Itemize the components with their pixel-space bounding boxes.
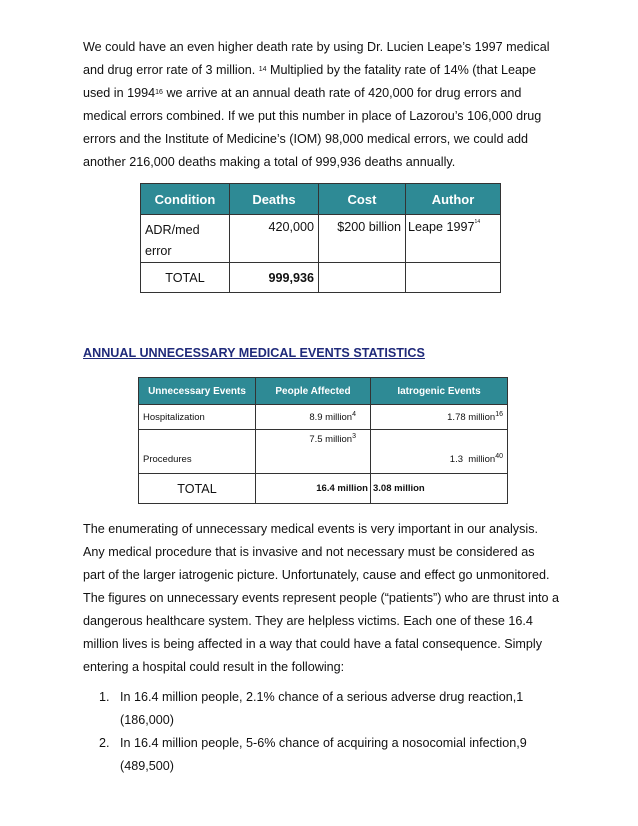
table-cell: 1.78 million$^{16}$ <box>371 405 508 430</box>
footnote-ref: 40 <box>495 453 503 460</box>
table-total-row <box>139 474 508 504</box>
text-line: In 16.4 million people, 2.1% chance of a serious adverse drug reaction,1 <box>120 690 524 704</box>
table-cell: 16.4 million <box>256 474 371 504</box>
column-header: Cost <box>319 184 406 215</box>
table-cell: Hospitalization <box>139 405 256 430</box>
list-number: 1. <box>99 690 110 704</box>
text-line: dangerous healthcare system. They are helpless victims. Each one of these 16.4 <box>83 614 533 628</box>
text-line: Any medical procedure that is invasive and not necessary must be considered as <box>83 545 535 559</box>
deaths-cost-table <box>140 183 501 293</box>
text-line: (186,000) <box>120 713 174 727</box>
unnecessary-events-table <box>138 377 508 504</box>
footnote-ref: 14 <box>258 66 267 73</box>
text-line: (489,500) <box>120 759 174 773</box>
text-line: another 216,000 deaths making a total of 999,936 deaths annually. <box>83 155 456 169</box>
column-header: Condition <box>141 184 230 215</box>
table-cell <box>319 263 406 293</box>
footnote-ref: 4 <box>352 410 356 418</box>
text-line: entering a hospital could result in the following: <box>83 660 345 674</box>
list-number: 2. <box>99 736 110 750</box>
list-item <box>83 686 563 732</box>
text-line: million lives is being affected in a way that could have a fatal consequence. Simply <box>83 637 543 651</box>
table-cell: TOTAL <box>141 263 230 293</box>
table-cell: 7.5 million$^3$ <box>256 430 371 474</box>
table-cell: 999,936 <box>230 263 319 293</box>
footnote-ref: 16 <box>155 89 163 96</box>
footnote-ref: 16 <box>495 410 503 418</box>
column-header: Unnecessary Events <box>139 378 256 405</box>
text-line: used in 1994$^{16}$ we arrive at an annual death rate of 420,000 for drug errors and <box>83 86 522 100</box>
table-cell: 8.9 million$^4$ <box>256 405 371 430</box>
column-header: People Affected <box>256 378 371 405</box>
column-header: Deaths <box>230 184 319 215</box>
list-item <box>83 732 563 778</box>
table-cell: Procedures <box>139 430 256 474</box>
consequence-list <box>83 686 563 778</box>
text-line: errors and the Institute of Medicine’s (IOM) 98,000 medical errors, we could add <box>83 132 528 146</box>
text-line: medical errors combined. If we put this number in place of Lazorou’s 106,000 drug <box>83 109 542 123</box>
text-line: and drug error rate of 3 million. $^{14}$ Multiplied by the fatality rate of 14% (that Leape <box>83 63 537 77</box>
table-row <box>141 215 501 263</box>
table-row <box>139 405 508 430</box>
text-line: We could have an even higher death rate by using Dr. Lucien Leape’s 1997 medical <box>83 40 550 54</box>
table-cell: 3.08 million <box>371 474 508 504</box>
text-line: part of the larger iatrogenic picture. Unfortunately, cause and effect go unmonitored. <box>83 568 550 582</box>
column-header: Iatrogenic Events <box>371 378 508 405</box>
table-cell: TOTAL <box>139 474 256 504</box>
table-header-row <box>139 378 508 405</box>
text-line: The figures on unnecessary events represent people (“patients”) who are thrust into a <box>83 591 560 605</box>
table-cell <box>406 263 501 293</box>
table-header-row <box>141 184 501 215</box>
text-line: The enumerating of unnecessary medical events is very important in our analysis. <box>83 522 538 536</box>
column-header: Author <box>406 184 501 215</box>
table-cell: 1.3 million$^{40}$ <box>371 430 508 474</box>
paragraph-unnecessary-events <box>83 518 583 679</box>
table-row <box>139 430 508 474</box>
footnote-ref: 3 <box>352 433 356 440</box>
paragraph-death-rate <box>83 36 583 174</box>
table-cell: Leape 1997$^{14}$ <box>406 215 501 263</box>
table-total-row <box>141 263 501 293</box>
table-cell: ADR/med error <box>141 215 230 263</box>
footnote-ref: 14 <box>474 219 481 225</box>
table-cell: 420,000 <box>230 215 319 263</box>
section-heading: ANNUAL UNNECESSARY MEDICAL EVENTS STATISTICS <box>83 346 425 360</box>
text-line: In 16.4 million people, 5-6% chance of acquiring a nosocomial infection,9 <box>120 736 527 750</box>
table-cell: $200 billion <box>319 215 406 263</box>
